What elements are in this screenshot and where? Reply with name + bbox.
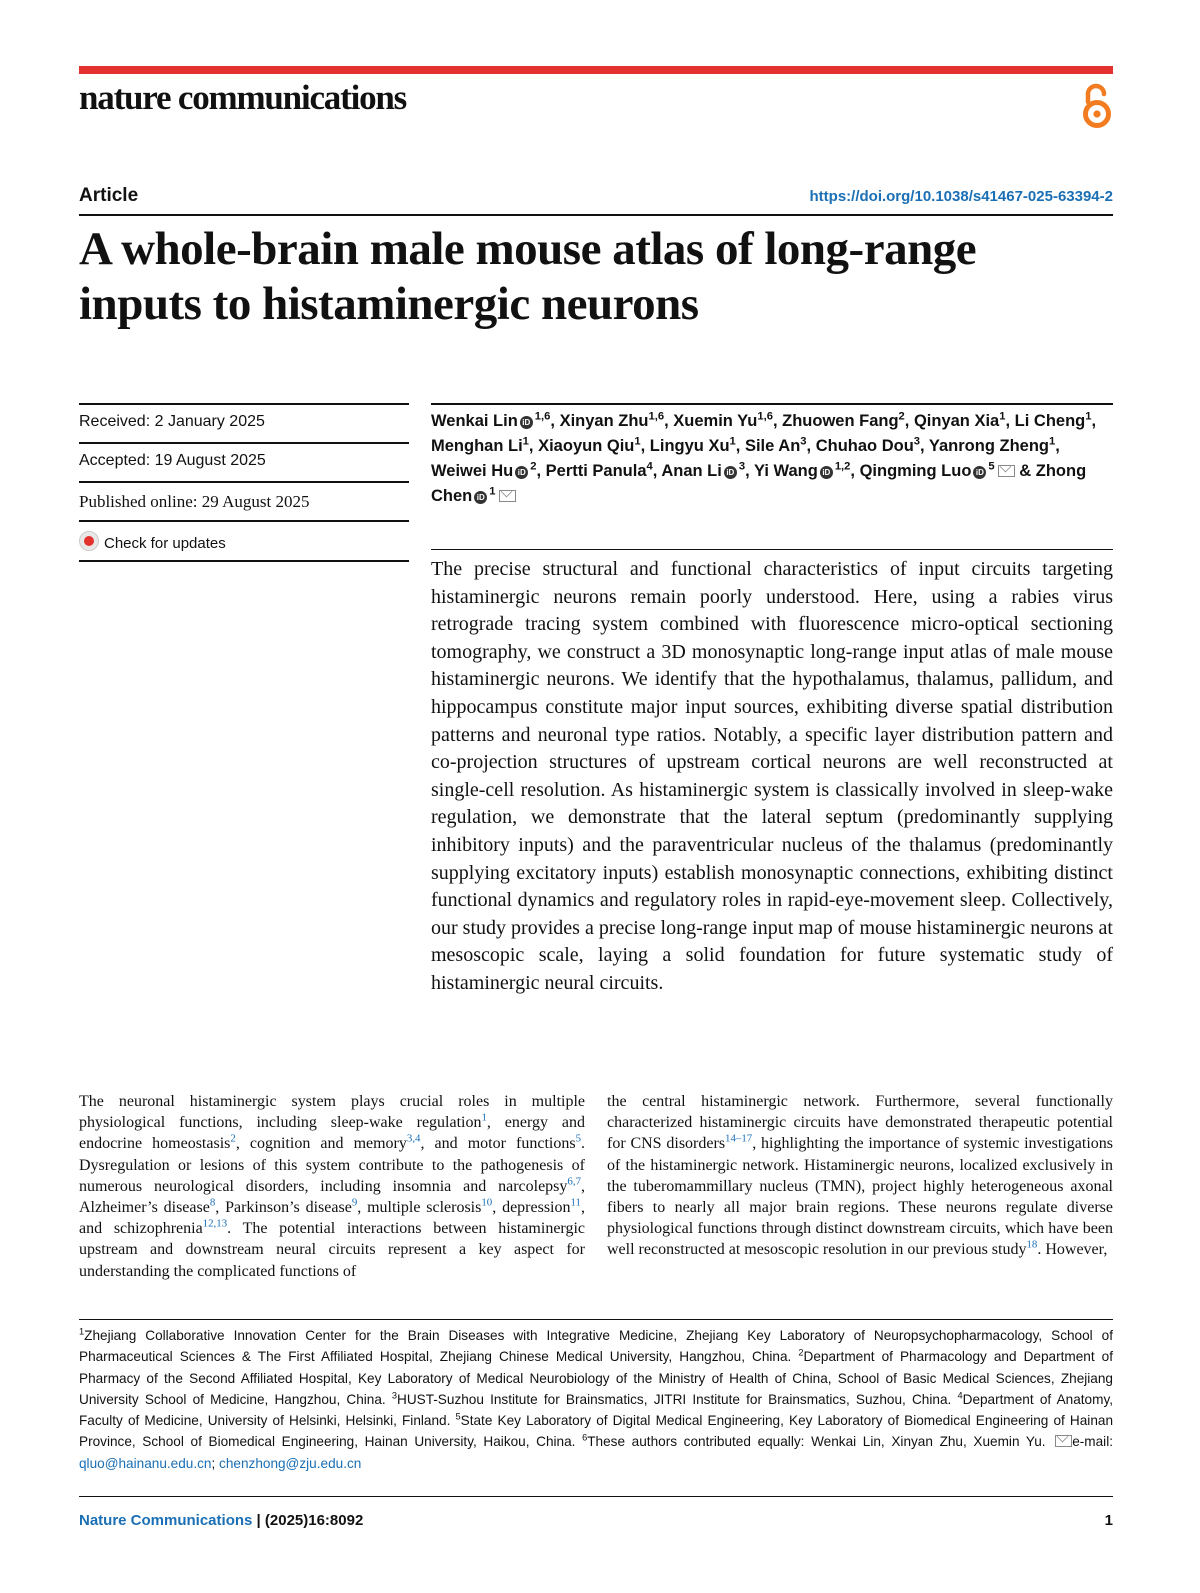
affiliation-number: 4	[957, 1390, 963, 1401]
body-text: . The potential interactions between histaminergic upstream and downstream neural circuits represent a key aspect for understanding the complicated functions of	[79, 1220, 586, 1280]
published-date: Published online: 29 August 2025	[79, 492, 310, 511]
check-for-updates-button[interactable]	[79, 531, 226, 552]
author-affiliation: 1	[489, 485, 496, 498]
author-affiliation: 1,6	[648, 410, 665, 423]
received-date: Received: 2 January 2025	[79, 413, 265, 430]
meta-divider	[79, 560, 409, 562]
author-name: Menghan Li	[431, 437, 523, 455]
affiliation-text: HUST-Suzhou Institute for Brainsmatics, JITRI Institute for Brainsmatics, Suzhou, China.	[397, 1391, 958, 1407]
author-affiliation: 1,2	[834, 460, 851, 473]
reference-link[interactable]: 5	[575, 1133, 582, 1146]
accepted-date: Accepted: 19 August 2025	[79, 452, 266, 469]
affiliation-text: Department of Pharmacology and Department of Pharmacy of the Second Affiliated Hospital, Key Laboratory of Medical Neurobiology of the Ministry of Health of China, School of Basic Medical Sciences, Zhejiang University School of Medicine, Hangzhou, China.	[79, 1349, 1113, 1407]
author-affiliation: 1,6	[534, 410, 551, 423]
body-text: . However,	[1037, 1241, 1108, 1259]
affiliation-text: Zhejiang Collaborative Innovation Center for the Brain Diseases with Integrative Medicine, Zhejiang Key Laboratory of Neuropsychopharmacology, School of Pharmaceutical Sciences & The First Affiliated Hospital, Zhejiang Chinese Medical University, Hangzhou, China.	[79, 1328, 1113, 1365]
email-separator: ;	[211, 1455, 220, 1471]
check-for-updates-label: Check for updates	[104, 535, 226, 552]
reference-link[interactable]: 14–17	[725, 1133, 753, 1146]
body-text: , highlighting the importance of systemic investigations of the histaminergic network. Histaminergic neurons, localized exclusively in the tuberomammillary nucleus (TMN), project highly heterogeneous axonal fibers to nearly all major brain regions. These neurons regulate diverse physiological functions through distinct downstream circuits, which have been well reconstructed at mesoscopic resolution in our previous study	[607, 1135, 1113, 1259]
reference-link[interactable]: 2	[230, 1133, 236, 1146]
author-name: Yi Wang	[753, 462, 818, 480]
author-name: Yanrong Zheng	[928, 437, 1049, 455]
reference-link[interactable]: 12,13	[202, 1217, 228, 1230]
header-accent-bar	[79, 66, 1113, 74]
orcid-icon[interactable]: iD	[515, 466, 528, 479]
email-address[interactable]: chenzhong@zju.edu.cn	[219, 1455, 362, 1471]
authors-divider	[431, 403, 1113, 405]
orcid-icon[interactable]: iD	[520, 416, 533, 429]
author-affiliation: 3	[738, 460, 746, 473]
author-list: Wenkai Lin iD $^{1,6}$, Xinyan Zhu$^{1,6}$, Xuemin Yu$^{1,6}$, Zhuowen Fang$^2$, Qinyan Xia$^1$, Li Cheng$^1$, Menghan Li$^1$, Xiaoyun Qiu$^1$, Lingyu Xu$^1$, Sile An$^3$, Chuhao Dou$^3$, Yanrong Zheng$^1$, Weiwei Hu iD $^2$, Pertti Panula$^4$, Anan Li iD $^3$, Yi Wang iD $^{1,2}$, Qingming Luo iD $^5$ & Zhong Chen iD $^1$	[431, 410, 1097, 505]
reference-link[interactable]: 6,7	[567, 1175, 581, 1188]
affiliation-text: Department of Anatomy, Faculty of Medicine, University of Helsinki, Helsinki, Finland.	[79, 1391, 1114, 1429]
reference-link[interactable]: 8	[209, 1196, 216, 1209]
affiliation-number: 5	[455, 1411, 461, 1422]
footer-citation	[79, 1512, 363, 1529]
affiliation-number: 6	[582, 1432, 588, 1443]
body-text: . Dysregulation or lesions of this system contribute to the pathogenesis of numerous neurological disorders, including insomnia and narcolepsy	[79, 1135, 586, 1195]
email-icon	[1055, 1435, 1072, 1447]
article-type: Article	[79, 185, 139, 206]
author-affiliation: 3	[800, 435, 807, 448]
author-name: Lingyu Xu	[649, 437, 730, 455]
meta-divider	[79, 403, 409, 405]
author-affiliation: 1	[522, 435, 529, 448]
page-number: 1	[1104, 1512, 1113, 1529]
email-label: e-mail:	[1072, 1434, 1113, 1450]
author-affiliation: 2	[530, 460, 537, 473]
author-name: Qingming Luo	[859, 462, 972, 480]
affiliation-number: 3	[391, 1390, 398, 1401]
email-icon[interactable]	[499, 490, 516, 502]
author-name: Zhuowen Fang	[782, 412, 899, 430]
abstract: The precise structural and functional characteristics of input circuits targeting histaminergic neurons remain poorly understood. Here, using a rabies virus retrograde tracing system combined with fluorescence micro-optical sectioning tomography, we construct a 3D monosynaptic long-range input atlas of male mouse histaminergic neurons. We identify that the hypothalamus, thalamus, pallidum, and hippocampus constitute major input sources, exhibiting diverse spatial distribution patterns and neuronal type ratios. Notably, a specific layer distribution pattern and co-projection structures of upstream cortical neurons are well reconstructed at single-cell resolution. As histaminergic system is classically involved in sleep-wake regulation, we demonstrate that the lateral septum (predominantly supplying inhibitory inputs) and the paraventricular nucleus of the thalamus (predominantly supplying excitatory inputs) establish monosynaptic connections, exhibiting distinct functional dynamics and regulatory roles in rapid-eye-movement sleep. Collectively, our study provides a precise long-range input map of mouse histaminergic neurons at mesoscopic scale, laying a solid foundation for future systematic study of histaminergic neural circuits.	[431, 558, 1113, 994]
body-text: the central histaminergic network. Furthermore, several functionally characterized histaminergic circuits have demonstrated therapeutic potential for CNS disorders	[607, 1093, 1113, 1153]
author-affiliation: 1	[999, 410, 1006, 423]
author-name: Anan Li	[661, 462, 722, 480]
journal-name: nature communications	[79, 78, 407, 117]
reference-link[interactable]: 11	[570, 1196, 581, 1209]
author-name: Zhong Chen	[431, 462, 1087, 505]
author-affiliation: 1	[1085, 410, 1092, 423]
footer-divider	[79, 1496, 1113, 1497]
body-text: , cognition and memory	[235, 1135, 407, 1153]
body-text: , and schizophrenia	[79, 1199, 585, 1238]
check-for-updates-icon	[79, 531, 99, 551]
affiliation-number: 2	[798, 1347, 804, 1358]
author-affiliation: 4	[646, 460, 653, 473]
meta-divider	[79, 520, 409, 522]
reference-link[interactable]: 18	[1026, 1239, 1038, 1252]
abstract-divider	[431, 549, 1113, 550]
article-title: A whole-brain male mouse atlas of long-range inputs to histaminergic neurons	[79, 223, 977, 330]
body-column-left	[79, 1091, 585, 1282]
author-name: Li Cheng	[1014, 412, 1086, 430]
orcid-icon[interactable]: iD	[820, 466, 833, 479]
email-icon[interactable]	[998, 465, 1015, 477]
body-text: , depression	[492, 1199, 571, 1217]
author-name: Wenkai Lin	[431, 412, 518, 430]
affiliation-number: 1	[79, 1326, 85, 1337]
author-affiliation: 3	[913, 435, 921, 448]
author-affiliation: 1,6	[757, 410, 773, 423]
affiliation-text: These authors contributed equally: Wenkai Lin, Xinyan Zhu, Xuemin Yu.	[587, 1434, 1053, 1450]
body-text: , multiple sclerosis	[357, 1199, 482, 1217]
orcid-icon[interactable]: iD	[724, 466, 737, 479]
doi-link[interactable]: https://doi.org/10.1038/s41467-025-63394-2	[809, 188, 1113, 205]
author-name: Xinyan Zhu	[559, 412, 649, 430]
author-name: Xiaoyun Qiu	[538, 437, 635, 455]
author-affiliation: 5	[988, 460, 995, 473]
author-affiliation: 1	[634, 435, 641, 448]
body-text: , and motor functions	[420, 1135, 576, 1153]
affiliations	[79, 1325, 1113, 1474]
orcid-icon[interactable]: iD	[973, 466, 986, 479]
body-column-right	[607, 1091, 1113, 1261]
author-affiliation: 1	[729, 435, 736, 448]
affiliation-text: State Key Laboratory of Digital Medical Engineering, Key Laboratory of Biomedical Engineering of Hainan Province, School of Biomedical Engineering, Hainan University, Haikou, China.	[79, 1413, 1113, 1450]
body-text: , energy and endocrine homeostasis	[79, 1114, 585, 1153]
author-name: Sile An	[744, 437, 801, 455]
footer-journal-link[interactable]: Nature Communications	[79, 1512, 253, 1529]
reference-link[interactable]: 10	[481, 1196, 493, 1209]
body-text: , Parkinson’s disease	[215, 1199, 352, 1217]
author-name: Pertti Panula	[545, 462, 647, 480]
author-name: Xuemin Yu	[673, 412, 758, 430]
author-affiliation: 1	[1049, 435, 1056, 448]
body-text: , Alzheimer’s disease	[79, 1177, 585, 1217]
email-address[interactable]: qluo@hainanu.edu.cn	[79, 1455, 212, 1471]
meta-divider	[79, 481, 409, 483]
author-name: Weiwei Hu	[431, 462, 514, 480]
author-name: Qinyan Xia	[913, 412, 1000, 430]
affiliations-divider	[79, 1319, 1113, 1320]
title-divider	[79, 214, 1113, 216]
body-text: The neuronal histaminergic system plays crucial roles in multiple physiological functions, including sleep-wake regulation	[79, 1093, 585, 1132]
footer-volume: | (2025)16:8092	[252, 1512, 364, 1529]
reference-link[interactable]: 9	[351, 1196, 358, 1209]
author-affiliation: 2	[898, 410, 905, 423]
meta-divider	[79, 442, 409, 444]
reference-link[interactable]: 3,4	[406, 1133, 421, 1146]
reference-link[interactable]: 1	[481, 1111, 487, 1124]
orcid-icon[interactable]: iD	[474, 491, 487, 504]
open-access-icon[interactable]	[1080, 80, 1114, 130]
author-name: Chuhao Dou	[815, 437, 914, 455]
